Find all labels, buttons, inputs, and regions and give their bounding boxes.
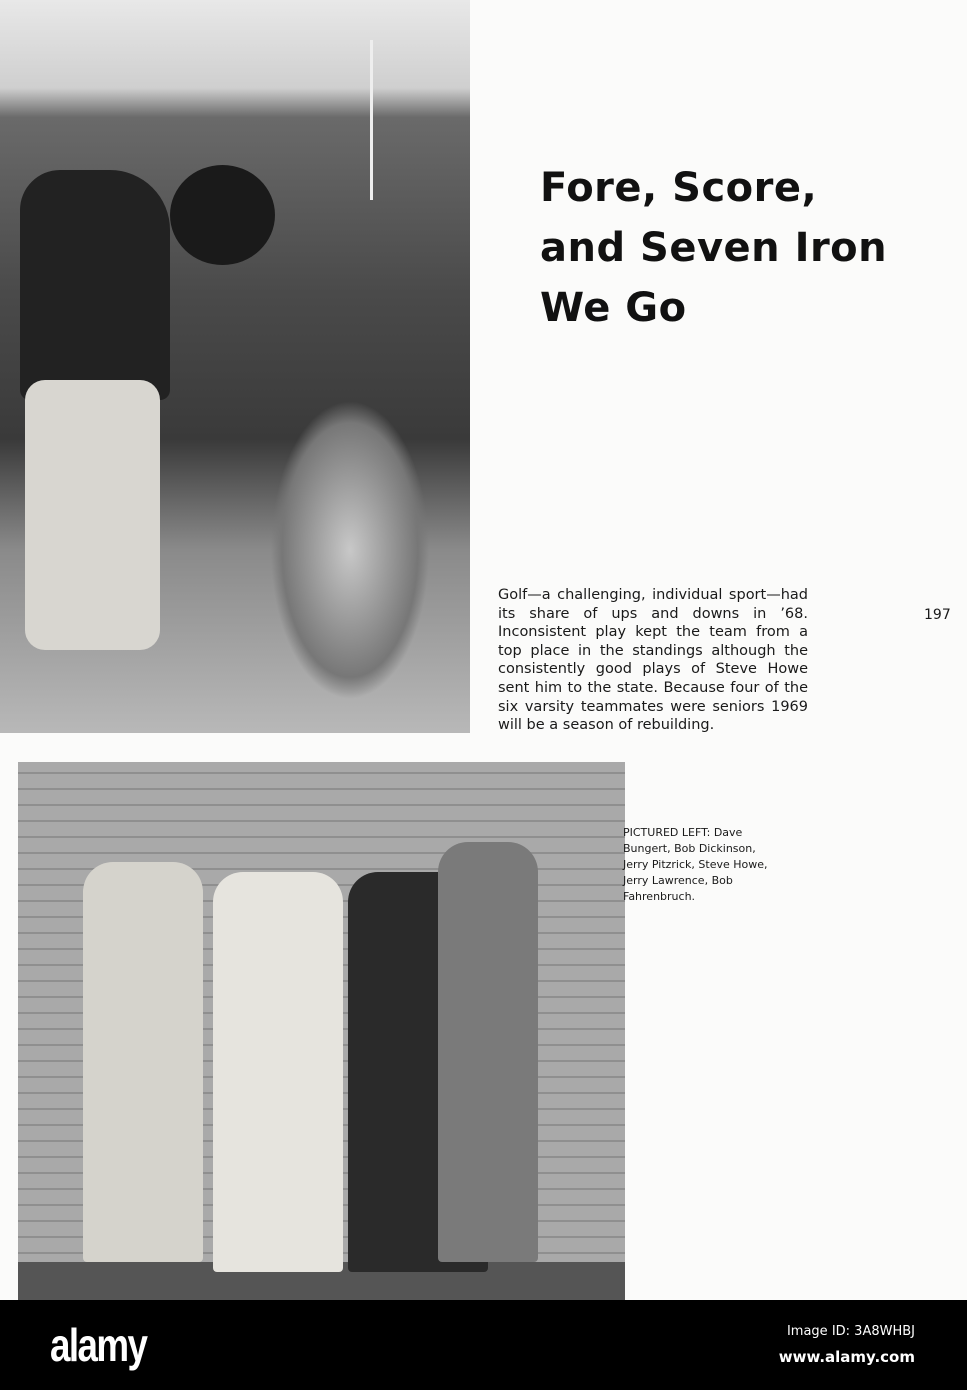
golfer-head	[170, 165, 275, 265]
team-member	[83, 862, 203, 1262]
title-line: Fore, Score,	[540, 165, 818, 211]
golfer-bunker-photo	[0, 0, 470, 733]
page-number: 197	[924, 607, 951, 623]
photo-caption: PICTURED LEFT: Dave Bungert, Bob Dickinson, Jerry Pitzrick, Steve Howe, Jerry Lawrence, Bob Fahrenbruch.	[623, 826, 768, 903]
team-member	[213, 872, 343, 1272]
team-group-photo	[18, 762, 625, 1300]
page-title	[540, 158, 887, 338]
sand-spray	[270, 400, 430, 700]
watermark-footer	[0, 1300, 967, 1390]
flagstick	[370, 40, 373, 200]
golfer-trousers	[25, 380, 160, 650]
image-id: Image ID: 3A8WHBJ	[786, 1324, 915, 1339]
alamy-logo: alamy	[50, 1319, 147, 1371]
title-line: and Seven Iron	[540, 225, 888, 271]
site-url[interactable]: www.alamy.com	[778, 1348, 915, 1366]
golfer-jacket	[20, 170, 170, 400]
team-member	[438, 842, 538, 1262]
title-line: We Go	[540, 285, 687, 331]
article-body: Golf—a challenging, individual sport—had its share of ups and downs in ’68. Inconsistent play kept the team from a top place in the standings although the consistently good plays of Steve Howe sent him to the state. Because four of the six varsity teammates were seniors 1969 will be a season of rebuilding.	[498, 587, 808, 734]
